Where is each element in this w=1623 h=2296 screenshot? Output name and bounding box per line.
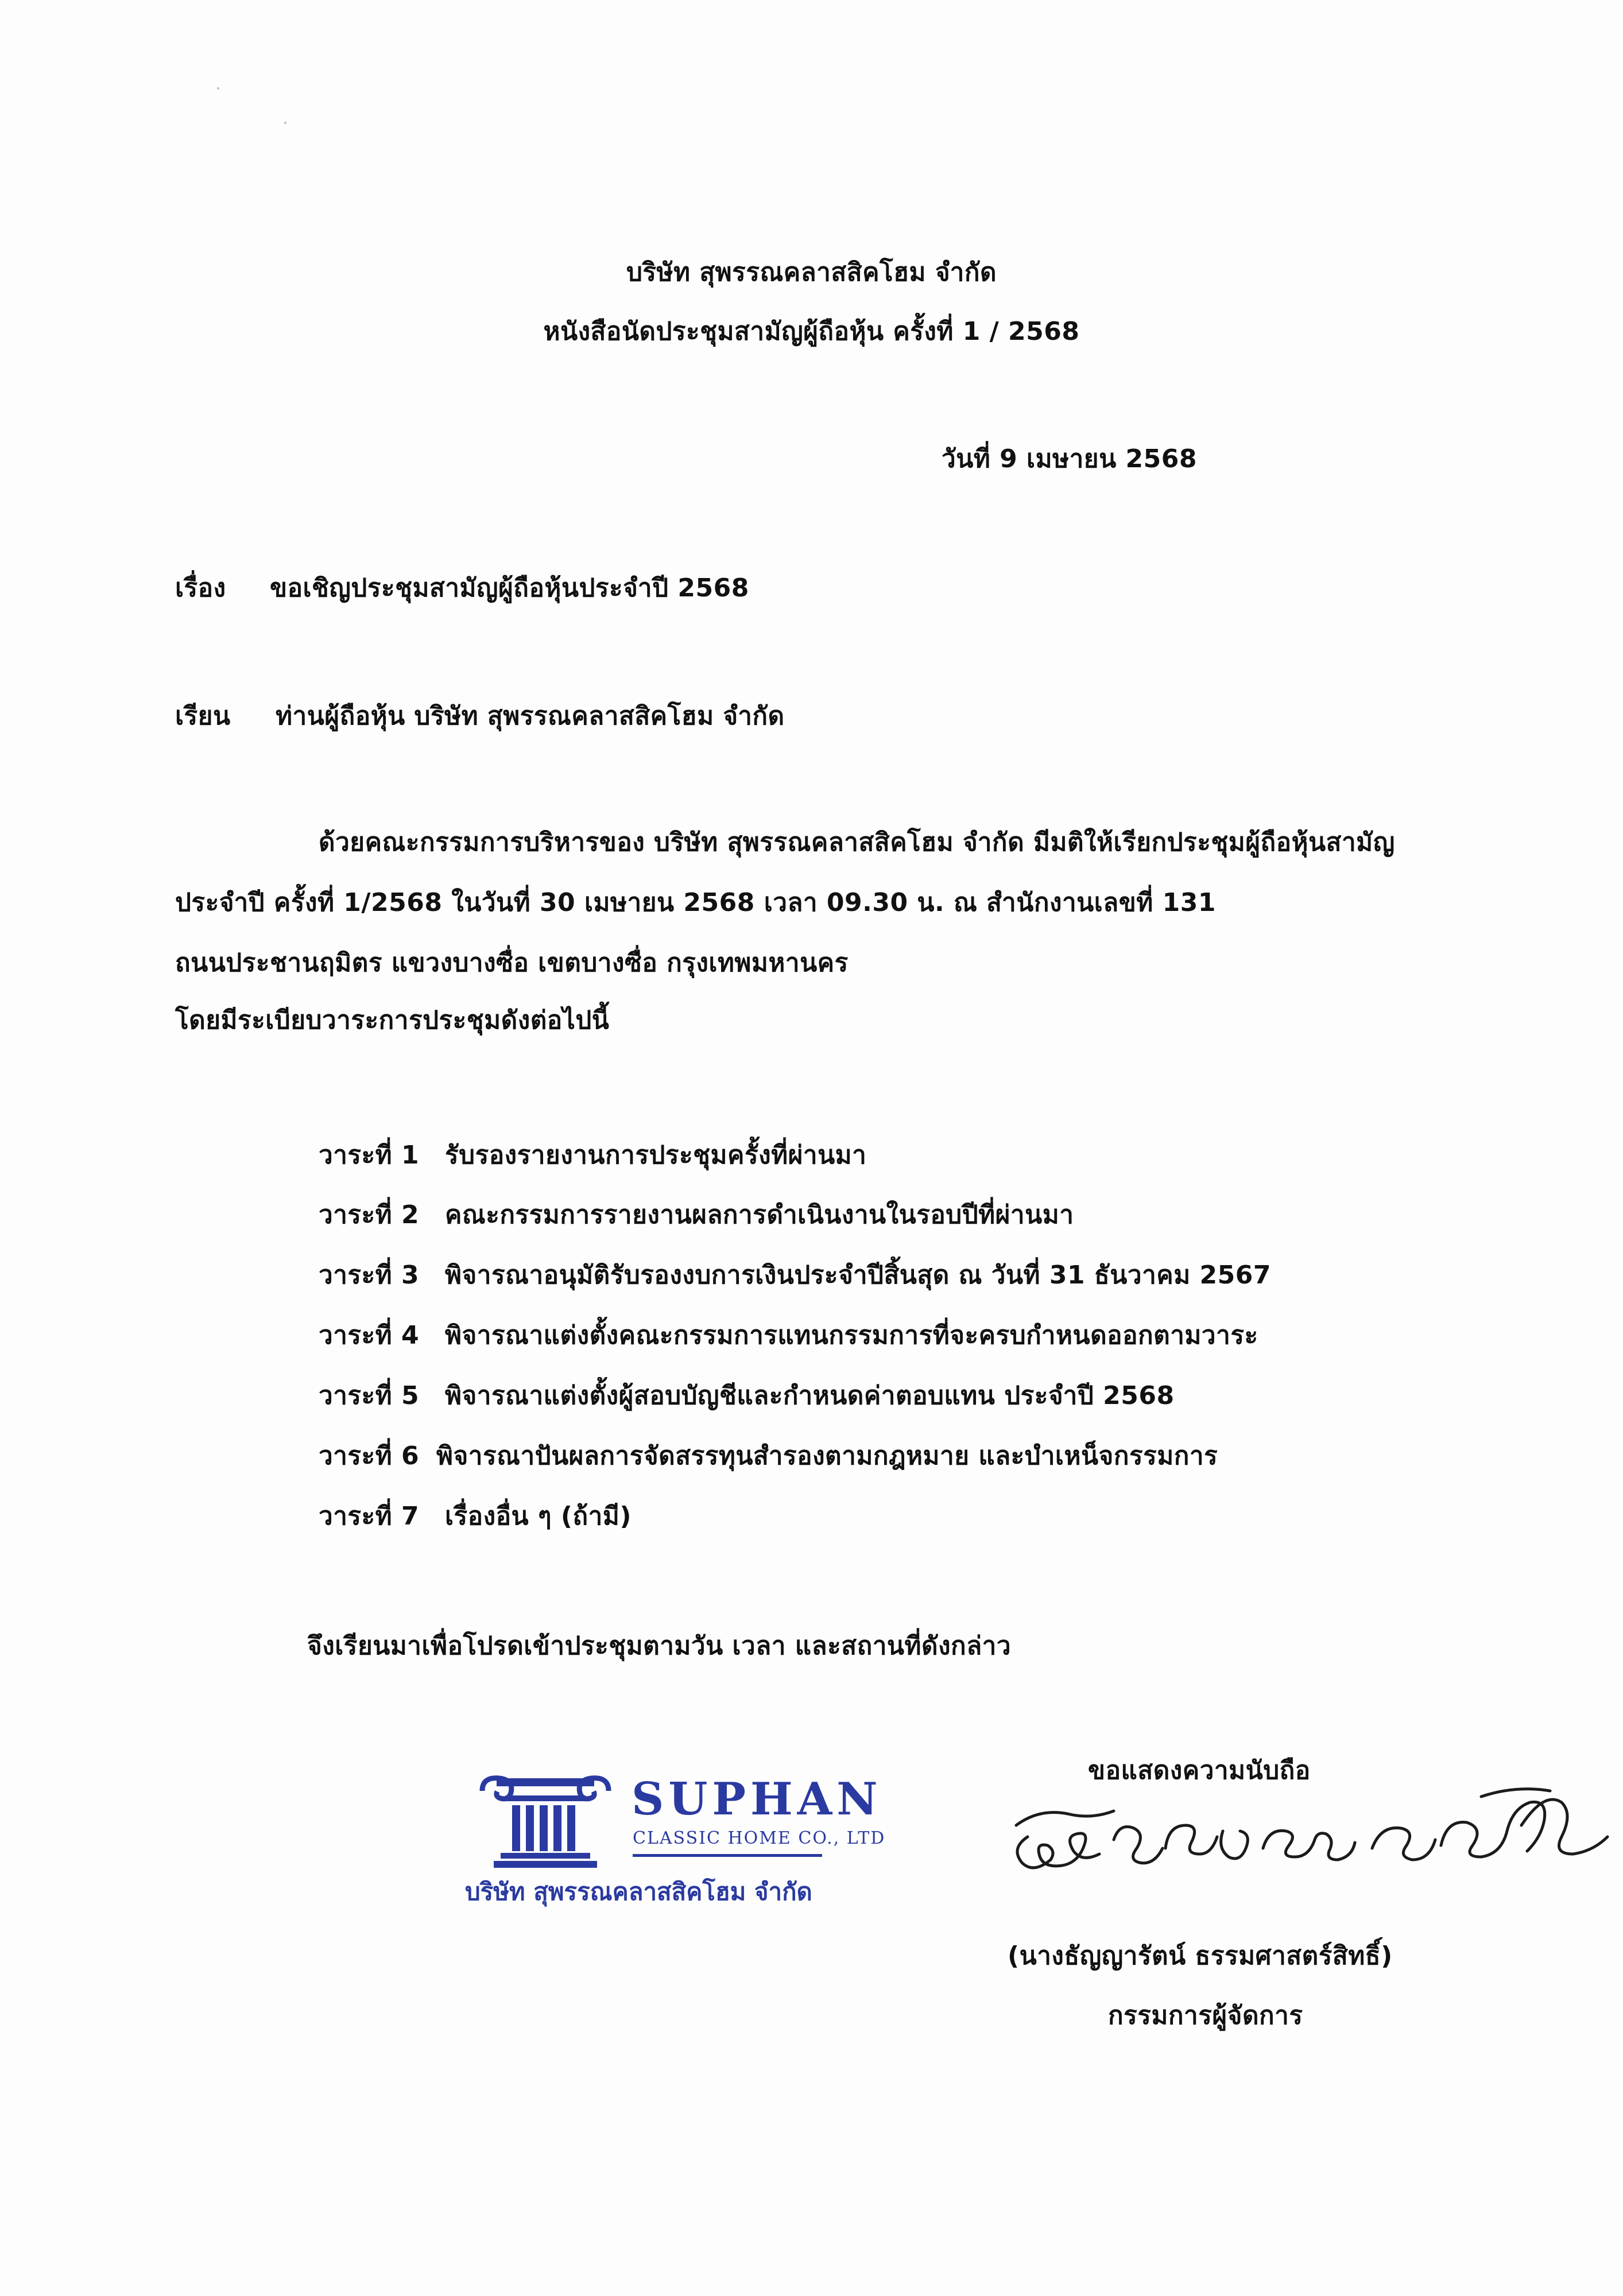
logo-underline — [633, 1854, 822, 1857]
body-paragraph-line: ถนนประชานฤมิตร แขวงบางซื่อ เขตบางซื่อ กรุงเทพมหานคร — [175, 948, 849, 978]
scan-speck — [284, 122, 286, 124]
scan-speck — [217, 87, 219, 90]
agenda-item-number: วาระที่ 2 — [319, 1200, 420, 1230]
agenda-item-number: วาระที่ 1 — [319, 1141, 420, 1170]
subject-value: ขอเชิญประชุมสามัญผู้ถือหุ้นประจำปี 2568 — [270, 573, 749, 603]
agenda-item-text: พิจารณาปันผลการจัดสรรทุนสำรองตามกฎหมาย และบำเหน็จกรรมการ — [436, 1441, 1218, 1471]
agenda-item-number: วาระที่ 6 — [319, 1441, 420, 1471]
column-pillar-icon — [471, 1774, 620, 1868]
closing-sentence: จึงเรียนมาเพื่อโปรดเข้าประชุมตามวัน เวลา และสถานที่ดังกล่าว — [307, 1631, 1012, 1661]
logo-thai-name: บริษัท สุพรรณคลาสสิคโฮม จำกัด — [465, 1878, 812, 1906]
signer-name: (นางธัญญารัตน์ ธรรมศาสตร์สิทธิ์) — [1008, 1941, 1393, 1971]
notice-title: หนังสือนัดประชุมสามัญผู้ถือหุ้น ครั้งที่ 1 / 2568 — [543, 317, 1080, 346]
agenda-item-text: พิจารณาแต่งตั้งผู้สอบบัญชีและกำหนดค่าตอบแทน ประจำปี 2568 — [445, 1381, 1175, 1410]
agenda-item-number: วาระที่ 3 — [319, 1261, 420, 1290]
agenda-item-text: เรื่องอื่น ๆ (ถ้ามี) — [445, 1502, 632, 1531]
body-paragraph-line: ประจำปี ครั้งที่ 1/2568 ในวันที่ 30 เมษายน 2568 เวลา 09.30 น. ณ สำนักงานเลขที่ 131 — [175, 888, 1216, 917]
regards-line: ขอแสดงความนับถือ — [1088, 1756, 1311, 1785]
handwritten-signature — [993, 1762, 1623, 1911]
logo-subtitle: CLASSIC HOME CO., LTD — [633, 1828, 886, 1848]
agenda-item-number: วาระที่ 7 — [319, 1502, 420, 1531]
agenda-item-number: วาระที่ 4 — [319, 1321, 420, 1350]
logo-brand: SUPHAN — [632, 1773, 882, 1825]
subject-label: เรื่อง — [175, 573, 226, 603]
agenda-item-number: วาระที่ 5 — [319, 1381, 420, 1410]
company-title: บริษัท สุพรรณคลาสสิคโฮม จำกัด — [626, 258, 997, 287]
body-paragraph-line: โดยมีระเบียบวาระการประชุมดังต่อไปนี้ — [175, 1006, 610, 1035]
letter-date: วันที่ 9 เมษายน 2568 — [942, 444, 1197, 474]
agenda-item-text: พิจารณาแต่งตั้งคณะกรรมการแทนกรรมการที่จะครบกำหนดออกตามวาระ — [445, 1321, 1258, 1350]
agenda-item-text: รับรองรายงานการประชุมครั้งที่ผ่านมา — [445, 1141, 867, 1170]
recipient-label: เรียน — [175, 701, 231, 731]
recipient-value: ท่านผู้ถือหุ้น บริษัท สุพรรณคลาสสิคโฮม จำกัด — [276, 701, 785, 731]
signer-title: กรรมการผู้จัดการ — [1108, 2001, 1303, 2030]
agenda-item-text: พิจารณาอนุมัติรับรองงบการเงินประจำปีสิ้นสุด ณ วันที่ 31 ธันวาคม 2567 — [445, 1261, 1271, 1290]
company-logo — [465, 1774, 936, 1923]
agenda-item-text: คณะกรรมการรายงานผลการดำเนินงานในรอบปีที่ผ่านมา — [445, 1200, 1074, 1230]
body-paragraph-line: ด้วยคณะกรรมการบริหารของ บริษัท สุพรรณคลาสสิคโฮม จำกัด มีมติให้เรียกประชุมผู้ถือหุ้นสามัญ — [319, 828, 1395, 857]
